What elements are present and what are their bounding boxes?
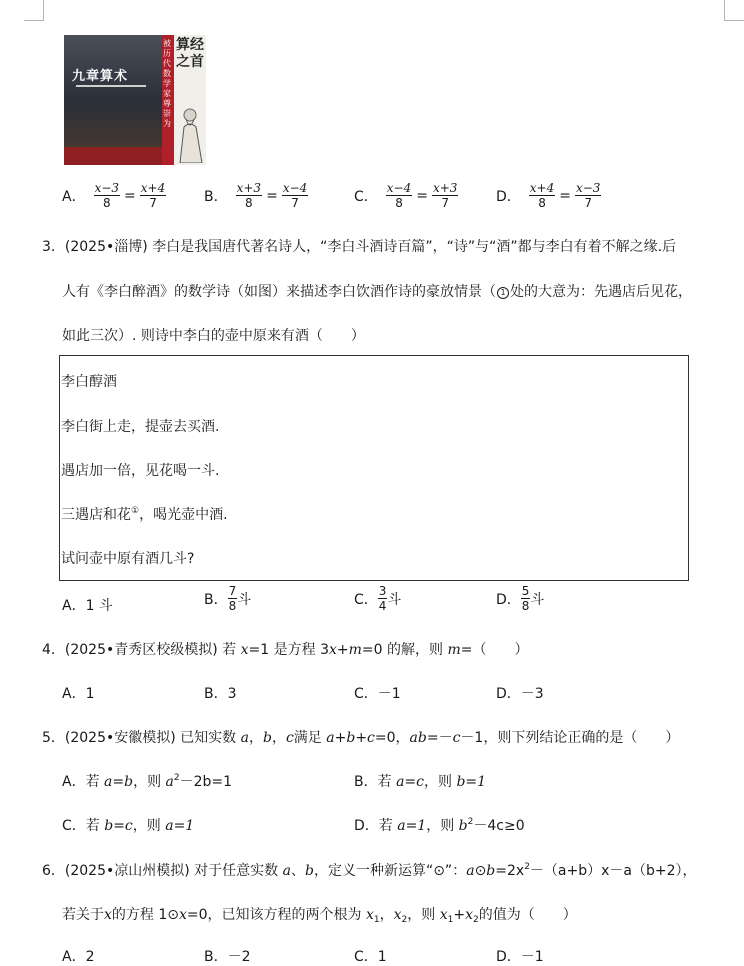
q6-text: =0，已知该方程的两个根为 [186,907,362,923]
q6-stem-line-2: 若关于x的方程 1⊙x=0，已知该方程的两个根为 $x_1$，$x_2$，则 $x_1+x_2$的值为（ ） [62,907,577,925]
denominator: 8 [102,196,111,210]
q6-option-a[interactable]: A．2 [62,949,95,965]
poem-line-2: 遇店加一倍，见花喝一斗. [61,463,220,479]
option-text: ，则 [426,818,455,834]
q4-text: 4．(2025•青秀区校级模拟) 若 [42,642,237,658]
denominator: 8 [538,196,546,210]
q3-stem-text: 处的大意为：先遇店后见花， [510,284,692,300]
poem-text: 三遇店和花 [61,507,131,523]
fraction-left [529,181,555,210]
numerator: x−4 [282,181,308,195]
q2-option-c[interactable] [354,181,458,210]
numerator: 7 [228,584,237,598]
q2-option-d[interactable] [496,181,601,210]
page-corner-mark-left-h [24,20,44,21]
q5-option-d[interactable] [354,815,525,835]
option-text: 1 斗 [85,598,113,614]
expr-sum: a [326,730,335,746]
option-text: ，则 [423,774,452,790]
denominator: 4 [378,599,387,613]
root-sum: x [439,907,448,923]
q6-option-b[interactable]: B．－2 [204,949,251,965]
var-x: x [179,907,187,923]
q2-option-a[interactable] [62,181,166,210]
poem-title: 李白醇酒 [61,374,117,390]
book-cover-title: 九章算术 [72,69,129,84]
option-label: A．若 [62,774,100,790]
q5-option-a[interactable] [62,771,232,791]
condition: a=1 [397,818,427,834]
fraction [521,584,531,613]
book-side-calligraphy: 算经之首 [176,37,204,70]
q3-stem-text: 人有《李白醉酒》的数学诗（如图）来描述李白饮酒作诗的豪放情景（ [62,284,496,300]
option-label: C．若 [62,818,100,834]
var-x: x [328,642,337,658]
unit: 斗 [530,591,545,608]
expression: a=1 [165,818,195,834]
fraction-left [386,181,412,210]
q3-option-d[interactable] [496,584,544,613]
numerator: x−4 [386,181,412,195]
q6-text: 的方程 1⊙ [111,907,179,923]
fraction-left [94,181,120,210]
exponent: 2 [173,773,180,783]
q6-text: 的值为（ ） [478,907,577,923]
numerator: x+4 [140,181,166,195]
condition: b=c [104,818,133,834]
q5-text: 5．(2025•安徽模拟) 已知实数 [42,730,237,746]
q4-stem [42,639,528,659]
fraction-left [236,181,262,210]
expression-rest: －4c≥0 [473,818,525,834]
q3-option-c[interactable] [354,584,401,613]
var-m: m [348,642,362,658]
book-spine-text: 被历代数学家尊崇为 [163,39,171,128]
q6-text: =2x [495,863,525,879]
q6-text: ，定义一种新运算“⊙”： [313,863,467,879]
q3-option-a[interactable] [62,595,113,615]
q6-stem-line-1: 6．(2025•凉山州模拟) 对于任意实数 a、b，定义一种新运算“⊙”：$a⊙b=2x^2-(a+b)x-a(b+2)$， [42,862,697,879]
denominator: 8 [395,196,403,210]
option-text: ，则 [133,774,162,790]
option-label: B． [204,188,228,205]
option-label: C． [354,591,378,608]
option-label: B． [204,591,228,608]
var-a: a [240,730,249,746]
book-cover-band [64,147,162,165]
numerator: x+4 [529,181,555,195]
equals-sign: = [124,187,136,204]
q6-text: －（a+b）x－a（b+2）， [529,863,697,879]
root-x2: x [393,907,402,923]
q4-option-d[interactable]: D．－3 [496,686,544,702]
page-corner-mark-right-h [724,20,744,21]
book-cover-subtitle-line [76,85,146,87]
page-corner-mark-left [43,0,44,20]
fraction [228,584,238,613]
option-text: ，则 [132,818,161,834]
option-label: A． [62,188,86,205]
page-corner-mark-right [724,0,725,20]
fraction [378,584,388,613]
var-x: x [104,907,112,923]
q6-option-c[interactable]: C．1 [354,949,387,965]
var-m: m [447,642,461,658]
numerator: 5 [521,584,530,598]
exponent: 2 [467,817,474,827]
numerator: x−3 [94,181,120,195]
numerator: x+3 [236,181,262,195]
q4-option-b[interactable]: B．3 [204,686,237,702]
q5-text: =－ [426,730,453,746]
fraction-right [282,181,308,210]
poem-line-3 [61,504,228,524]
numerator: x−3 [575,181,601,195]
option-label: A． [62,598,86,614]
denominator: 8 [228,599,237,613]
option-label: B．若 [354,774,392,790]
denominator: 7 [149,196,157,210]
option-label: D． [496,591,521,608]
root-x1: x [366,907,374,923]
denominator: 8 [521,599,530,613]
q5-text: 满足 [293,730,322,746]
option-label: D．若 [354,818,393,834]
poem-text: ，喝光壶中酒. [139,507,228,523]
q6-text: 若关于 [62,907,104,923]
condition: a=b [104,774,134,790]
var-c: c [285,730,294,746]
poem-line-4: 试问壶中原有酒几斗? [61,551,195,567]
q3-stem-line-1: 3．(2025•淄博) 李白是我国唐代著名诗人，“李白斗酒诗百篇”，“诗”与“酒”都与李白有着不解之缘.后 [42,239,677,255]
q4-text: =1 是方程 3 [248,642,329,658]
book-front-cover [64,35,162,165]
q6-option-d[interactable]: D．－1 [496,949,544,965]
option-label: D． [496,188,521,205]
plus-sign: + [336,642,349,658]
var-b: b [262,730,272,746]
q6-text: 6．(2025•凉山州模拟) 对于任意实数 [42,863,279,879]
denominator: 8 [245,196,253,210]
q3-stem-line-2 [62,281,692,301]
denominator: 7 [291,196,299,210]
var-b: b [304,863,314,879]
unit: 斗 [387,591,402,608]
option-label: C． [354,188,378,205]
book-cover-image [64,35,206,165]
operation-expr: a [466,863,475,879]
q2-option-b[interactable] [204,181,308,210]
scholar-figure-illustration [176,105,204,163]
exponent: 2 [524,862,530,872]
fraction-right [575,181,601,210]
q6-text: ，则 [407,907,436,923]
circled-number-icon: 1 [497,287,509,299]
q5-stem: 5．(2025•安徽模拟) 已知实数 a，b，c满足 a+b+c=0，ab=－c－1，则下列结论正确的是（ ） [42,730,680,746]
q5-text: －1，则下列结论正确的是（ ） [460,730,680,746]
equals-sign: = [416,187,428,204]
q4-option-a[interactable]: A．1 [62,686,95,702]
q4-option-c[interactable]: C．－1 [354,686,401,702]
numerator: x+3 [432,181,458,195]
fraction-right [140,181,166,210]
equals-sign: = [266,187,278,204]
fraction-right [432,181,458,210]
equals-sign: = [559,187,571,204]
q4-text: =0 的解，则 [361,642,443,658]
unit: 斗 [237,591,252,608]
var-a: a [282,863,291,879]
q3-stem-line-3: 如此三次）. 则诗中李白的壶中原来有酒（ ） [62,328,365,344]
expression-rest: －2b=1 [179,774,233,790]
q5-option-c[interactable] [62,815,194,835]
q5-option-b[interactable] [354,771,486,791]
poem-line-1: 李白街上走，提壶去买酒. [61,419,220,435]
expression: b [458,818,468,834]
var-x: x [240,642,249,658]
condition: a=c [396,774,424,790]
expression: b=1 [456,774,487,790]
expression: a [165,774,174,790]
footnote-marker: ① [131,506,140,516]
q4-text: =（ ） [460,642,529,658]
denominator: 7 [441,196,450,210]
q3-option-b[interactable] [204,584,251,613]
numerator: 3 [378,584,387,598]
denominator: 7 [584,196,593,210]
